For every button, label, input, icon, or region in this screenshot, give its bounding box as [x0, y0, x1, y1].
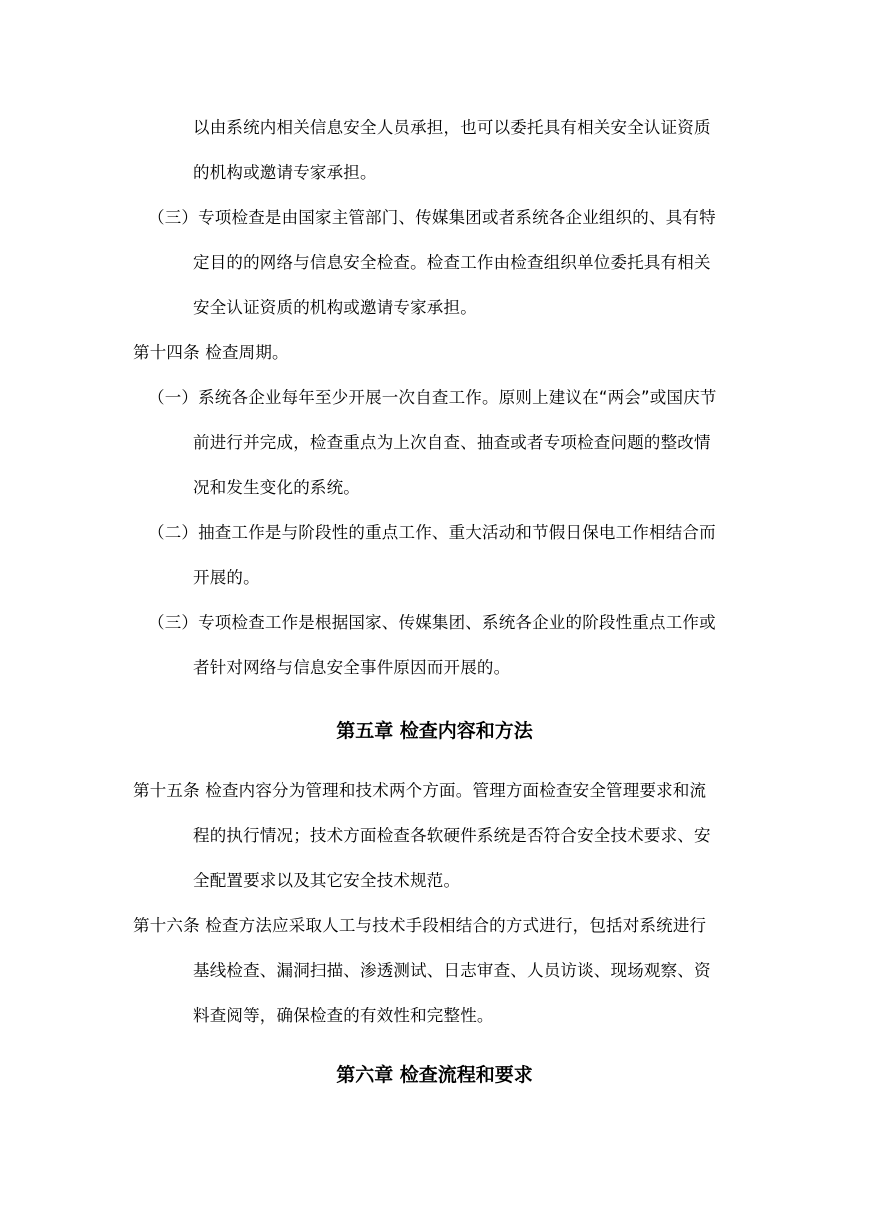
paragraph-line: 前进行并完成，检查重点为上次自查、抽查或者专项检查问题的整改情: [193, 433, 711, 452]
paragraph-line: （三）专项检查是由国家主管部门、传媒集团或者系统各企业组织的、具有特: [148, 208, 716, 227]
paragraph-line: 基线检查、漏洞扫描、渗透测试、日志审查、人员访谈、现场观察、资: [193, 961, 711, 980]
paragraph-line: 以由系统内相关信息安全人员承担，也可以委托具有相关安全认证资质: [193, 118, 711, 137]
paragraph-line: 者针对网络与信息安全事件原因而开展的。: [193, 658, 511, 677]
chapter-heading: 第五章 检查内容和方法: [336, 720, 533, 742]
paragraph-line: 开展的。: [193, 568, 260, 587]
chapter-heading: 第六章 检查流程和要求: [336, 1064, 533, 1086]
article-line: 第十六条 检查方法应采取人工与技术手段相结合的方式进行，包括对系统进行: [133, 916, 707, 935]
paragraph-line: 况和发生变化的系统。: [193, 478, 360, 497]
paragraph-line: 全配置要求以及其它安全技术规范。: [193, 871, 461, 890]
article-line: 第十五条 检查内容分为管理和技术两个方面。管理方面检查安全管理要求和流: [133, 781, 707, 800]
paragraph-line: 的机构或邀请专家承担。: [193, 163, 377, 182]
article-heading-line: 第十四条 检查周期。: [133, 343, 289, 362]
paragraph-line: 定目的的网络与信息安全检查。检查工作由检查组织单位委托具有相关: [193, 253, 711, 272]
paragraph-line: （一）系统各企业每年至少开展一次自查工作。原则上建议在“两会”或国庆节: [148, 388, 717, 407]
paragraph-line: 安全认证资质的机构或邀请专家承担。: [193, 298, 477, 317]
paragraph-line: （二）抽查工作是与阶段性的重点工作、重大活动和节假日保电工作相结合而: [148, 523, 716, 542]
paragraph-line: 料查阅等，确保检查的有效性和完整性。: [193, 1006, 494, 1025]
paragraph-line: （三）专项检查工作是根据国家、传媒集团、系统各企业的阶段性重点工作或: [148, 613, 716, 632]
paragraph-line: 程的执行情况；技术方面检查各软硬件系统是否符合安全技术要求、安: [193, 826, 711, 845]
